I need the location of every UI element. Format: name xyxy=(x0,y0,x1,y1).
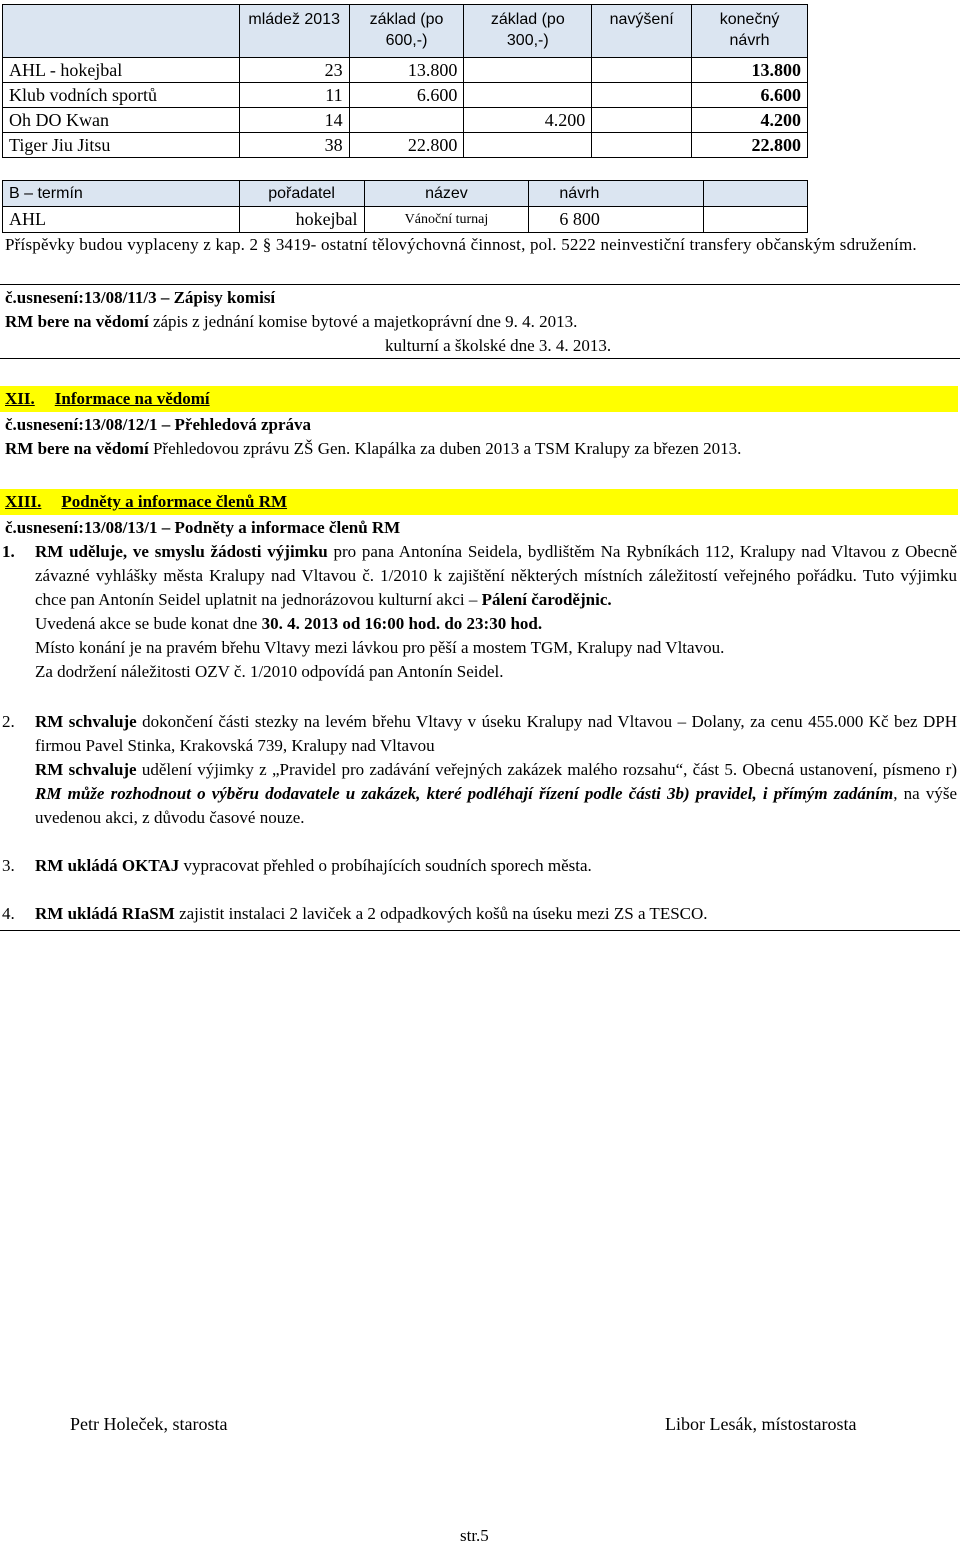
base-600: 13.800 xyxy=(349,58,464,83)
divider xyxy=(0,284,960,285)
item-number: 4. xyxy=(2,904,15,923)
increase xyxy=(592,108,692,133)
title-cell: Vánoční turnaj xyxy=(364,207,529,233)
increase xyxy=(592,83,692,108)
base-600 xyxy=(349,108,464,133)
item-line: Za dodržení náležitosti OZV č. 1/2010 odpovídá pan Antonín Seidel. xyxy=(35,662,504,681)
item-line-bold: 30. 4. 2013 od 16:00 hod. do 23:30 hod. xyxy=(261,614,543,633)
resolution-body: Přehledovou zprávu ZŠ Gen. Klapálka za duben 2013 a TSM Kralupy za březen 2013. xyxy=(152,439,742,458)
base-300 xyxy=(464,133,592,158)
item-number: 1. xyxy=(2,542,15,561)
section-heading xyxy=(5,489,287,515)
item-bold-italic: RM může rozhodnout o výběru dodavatele u zakázek, které podléhají řízení podle části 3b) pravidel, i přímým zadáním xyxy=(35,784,894,803)
item-bold: RM schvaluje xyxy=(35,712,137,731)
resolution-title: č.usnesení:13/08/13/1 – Podněty a informace členů RM xyxy=(5,518,401,537)
base-600: 22.800 xyxy=(349,133,464,158)
section-title: Podněty a informace členů RM xyxy=(61,492,288,511)
item-text xyxy=(35,902,957,926)
item-bold-2: Pálení čarodějnic. xyxy=(481,590,612,609)
youth-count: 23 xyxy=(239,58,349,83)
item-bold: RM ukládá RIaSM xyxy=(35,904,175,923)
event-table xyxy=(2,180,808,233)
extra-cell xyxy=(704,207,808,233)
final-proposal: 6.600 xyxy=(692,83,808,108)
item-body: udělení výjimky z „Pravidel pro zadávání veřejných zakázek malého rozsahu“, část 5. Obecná ustanovení, písmeno r) xyxy=(136,760,957,779)
item-text xyxy=(35,710,957,758)
header-cell xyxy=(3,5,240,58)
resolution-bold: RM bere na vědomí xyxy=(5,439,149,458)
item-body: zajistit instalaci 2 laviček a 2 odpadkových košů na úseku mezi ZS a TESCO. xyxy=(174,904,708,923)
organizer-cell: hokejbal xyxy=(239,207,364,233)
resolution-bold: RM bere na vědomí xyxy=(5,312,149,331)
resolution-text xyxy=(5,437,741,461)
item-number: 3. xyxy=(2,856,15,875)
club-name: Oh DO Kwan xyxy=(3,108,240,133)
increase xyxy=(592,133,692,158)
header-cell: základ (po 600,-) xyxy=(349,5,464,58)
base-300: 4.200 xyxy=(464,108,592,133)
item-paragraph xyxy=(35,758,957,830)
resolution-title: č.usnesení:13/08/11/3 – Zápisy komisí xyxy=(5,288,276,307)
item-bold: RM schvaluje xyxy=(35,760,137,779)
table-row xyxy=(3,58,808,83)
header-cell: B – termín xyxy=(3,181,240,207)
final-proposal: 22.800 xyxy=(692,133,808,158)
club-name: Klub vodních sportů xyxy=(3,83,240,108)
header-cell: návrh xyxy=(529,181,704,207)
divider xyxy=(0,358,960,359)
section-heading xyxy=(5,386,210,412)
final-proposal: 4.200 xyxy=(692,108,808,133)
header-cell: pořadatel xyxy=(239,181,364,207)
youth-count: 14 xyxy=(239,108,349,133)
youth-count: 11 xyxy=(239,83,349,108)
table-row xyxy=(3,133,808,158)
item-bold: RM ukládá OKTAJ xyxy=(35,856,180,875)
resolution-title: č.usnesení:13/08/12/1 – Přehledová zpráva xyxy=(5,415,311,434)
base-300 xyxy=(464,83,592,108)
item-paragraph xyxy=(35,710,957,758)
item-line: Místo konání je na pravém břehu Vltavy mezi lávkou pro pěší a mostem TGM, Kralupy nad Vltavou. xyxy=(35,638,725,657)
item-line-text: Uvedená akce se bude konat dne xyxy=(35,614,262,633)
table-header-row xyxy=(3,181,808,207)
header-cell: základ (po 300,-) xyxy=(464,5,592,58)
divider xyxy=(0,930,960,931)
signature-deputy-mayor: Libor Lesák, místostarosta xyxy=(665,1414,857,1434)
table-row xyxy=(3,207,808,233)
section-number: XIII. xyxy=(5,492,42,511)
resolution-text xyxy=(5,310,577,334)
table-row xyxy=(3,108,808,133)
resolution-body: zápis z jednání komise bytové a majetkoprávní dne 9. 4. 2013. xyxy=(152,312,578,331)
youth-funding-table xyxy=(2,4,808,158)
signature-mayor: Petr Holeček, starosta xyxy=(70,1414,228,1434)
club-name: Tiger Jiu Jitsu xyxy=(3,133,240,158)
item-bold: RM uděluje, ve smyslu žádosti výjimku xyxy=(35,542,328,561)
item-body: , na výše uvedenou akci, z důvodu časové nouze. xyxy=(35,784,957,827)
increase xyxy=(592,58,692,83)
header-cell: navýšení xyxy=(592,5,692,58)
section-title: Informace na vědomí xyxy=(54,389,210,408)
base-600: 6.600 xyxy=(349,83,464,108)
youth-count: 38 xyxy=(239,133,349,158)
base-300 xyxy=(464,58,592,83)
item-number: 2. xyxy=(2,712,15,731)
table-row xyxy=(3,83,808,108)
page-number: str.5 xyxy=(460,1526,489,1545)
term-cell: AHL xyxy=(3,207,240,233)
header-cell: název xyxy=(364,181,529,207)
final-proposal: 13.800 xyxy=(692,58,808,83)
header-cell xyxy=(704,181,808,207)
table-header-row xyxy=(3,5,808,58)
item-body: pro pana Antonína Seidela, bydlištěm Na Rybníkách 112, Kralupy nad Vltavou z Obecně závazné vyhlášky města Kralupy nad Vltavou č. 1/2010 k zajištění některých místních záležitostí veřejného pořádku. Tuto výjimku chce pan Antonín Seidel uplatnit na jednorázovou kulturní akci – xyxy=(35,542,957,609)
header-cell: konečný návrh xyxy=(692,5,808,58)
item-body: vypracovat přehled o probíhajících soudních sporech města. xyxy=(179,856,592,875)
club-name: AHL - hokejbal xyxy=(3,58,240,83)
item-text xyxy=(35,540,957,684)
resolution-line2: kulturní a školské dne 3. 4. 2013. xyxy=(385,336,612,355)
payout-note: Příspěvky budou vyplaceny z kap. 2 § 3419- ostatní tělovýchovná činnost, pol. 5222 neinvestiční transfery občanským sdružením. xyxy=(5,235,917,254)
item-body: dokončení části stezky na levém břehu Vltavy v úseku Kralupy nad Vltavou – Dolany, za cenu 455.000 Kč bez DPH firmou Pavel Stinka, Krakovská 739, Kralupy nad Vltavou xyxy=(35,712,957,755)
header-cell: mládež 2013 xyxy=(239,5,349,58)
section-number: XII. xyxy=(5,389,35,408)
item-text xyxy=(35,854,957,878)
proposal-cell: 6 800 xyxy=(529,207,704,233)
item-line xyxy=(35,612,957,636)
